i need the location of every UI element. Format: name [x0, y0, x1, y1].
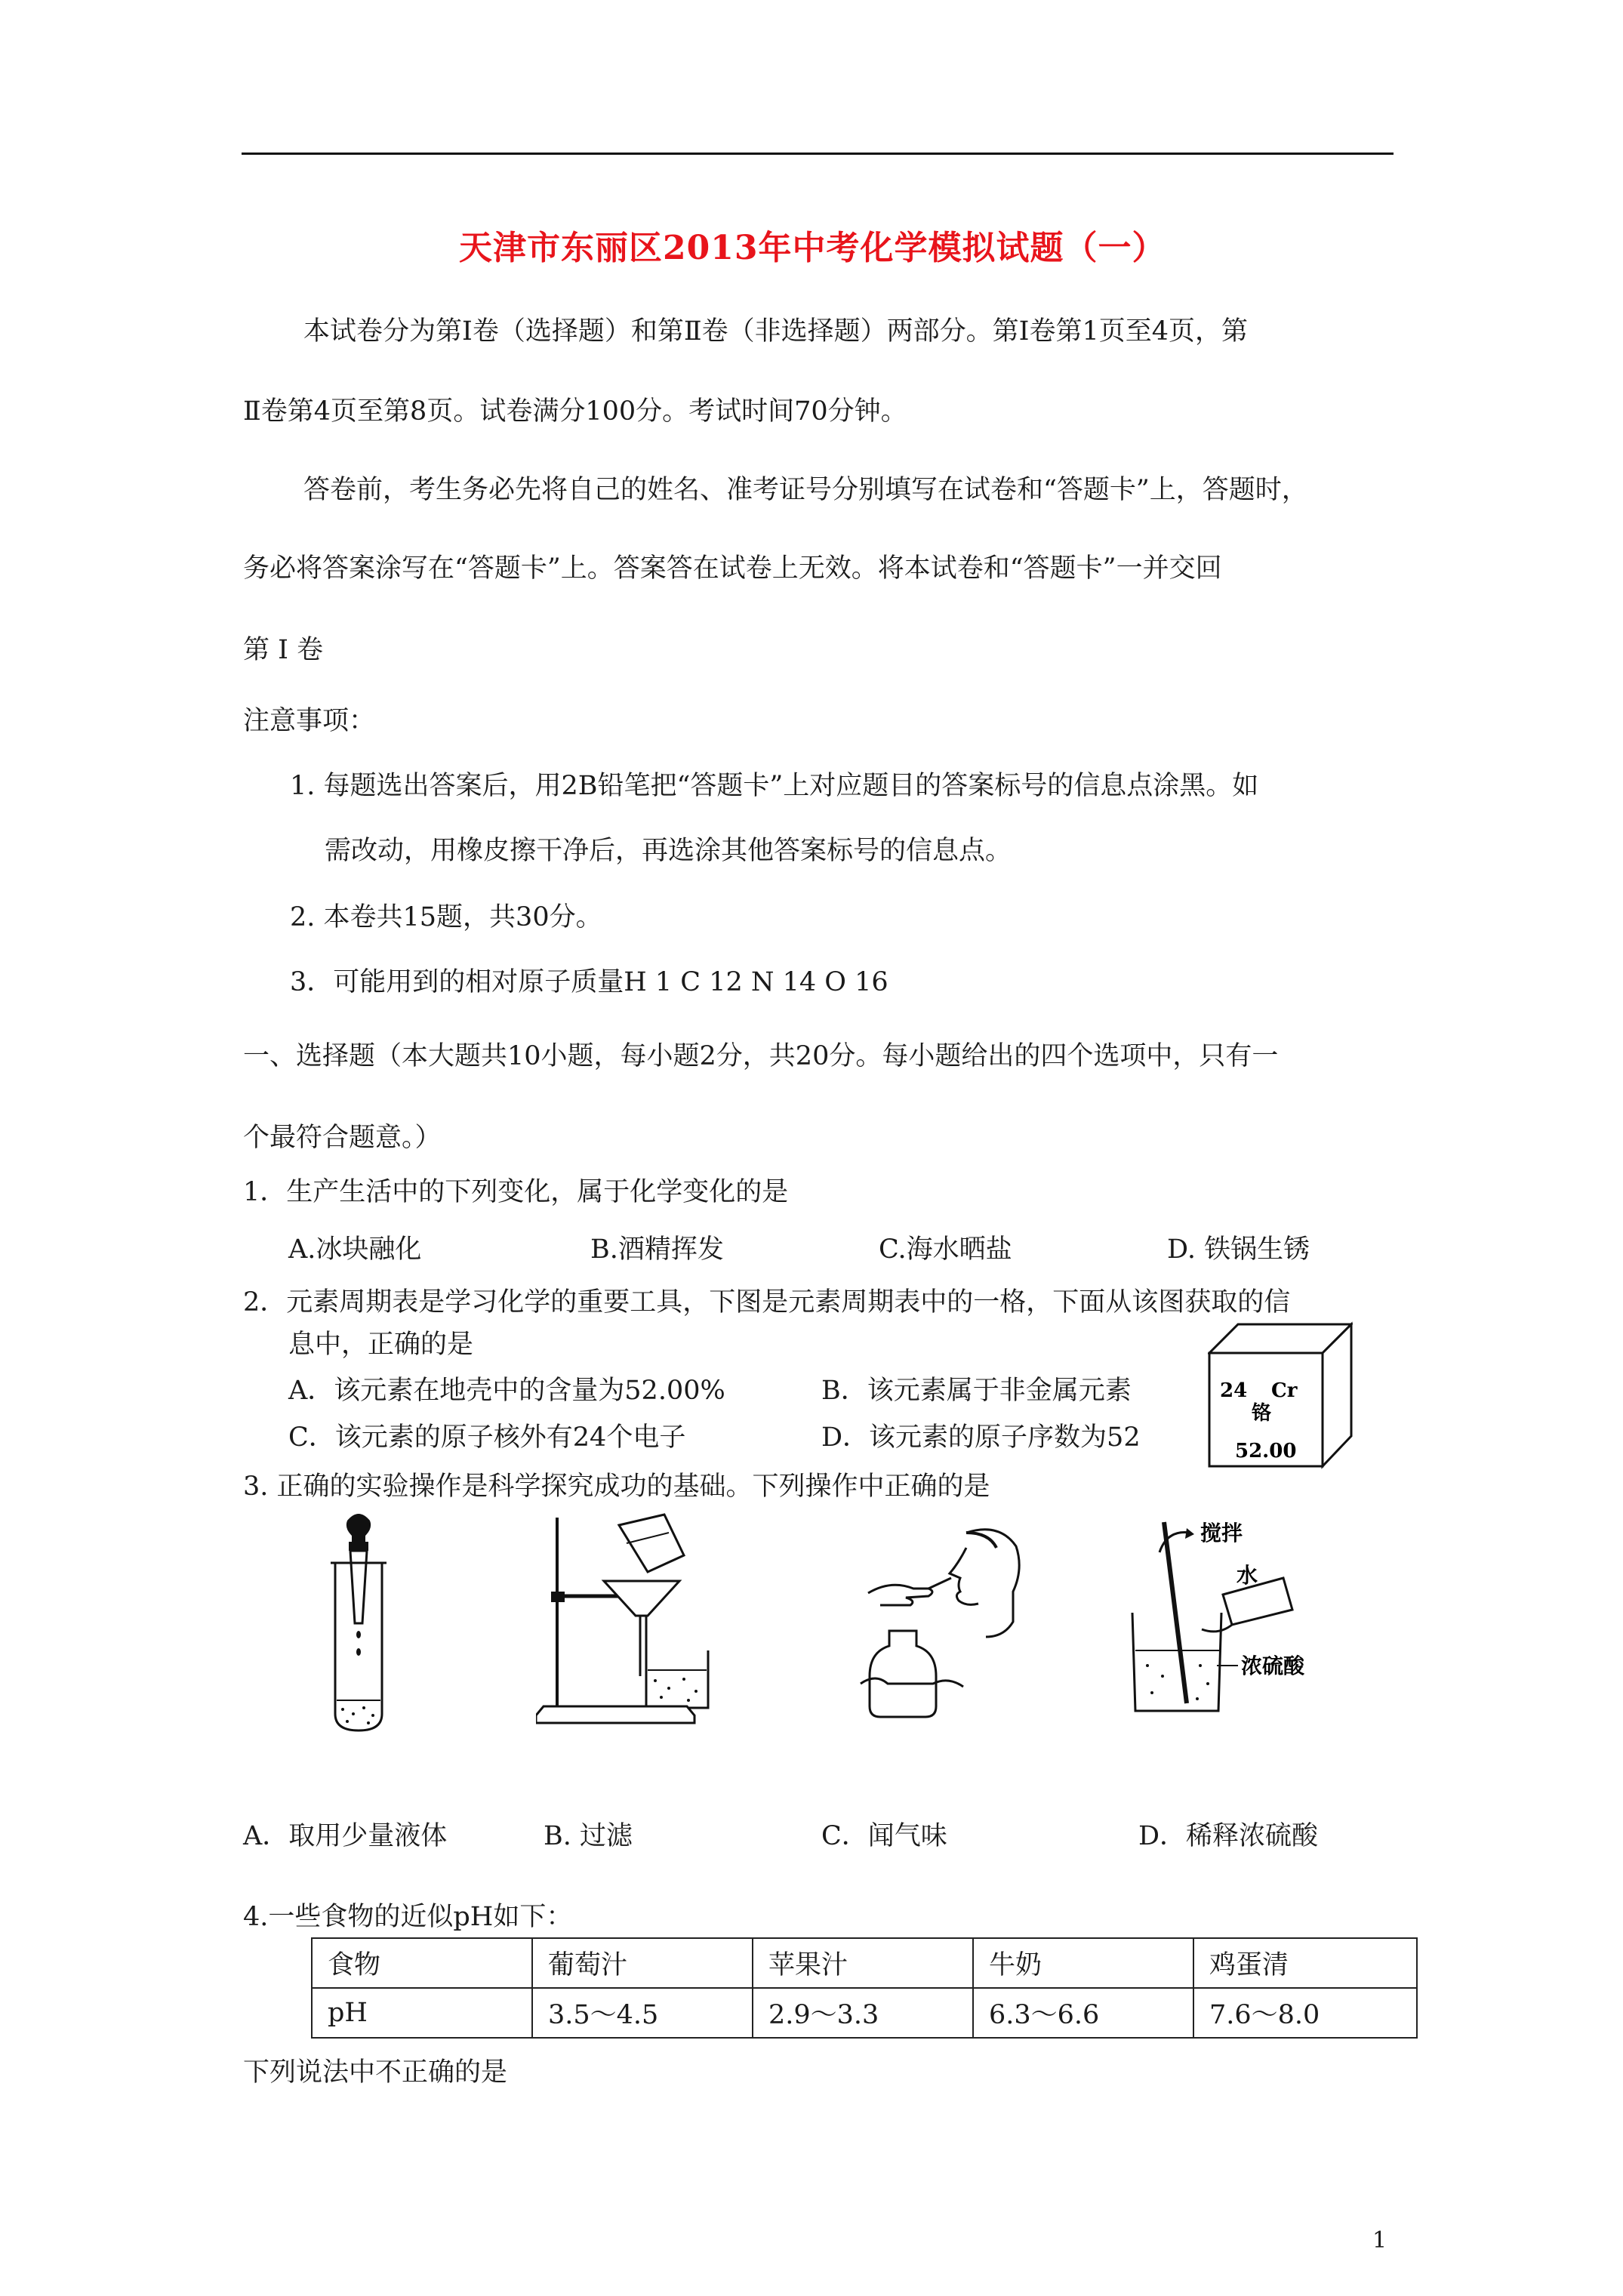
section-1-line-1: 一、选择题（本大题共10小题，每小题2分，共20分。每小题给出的四个选项中，只有一 — [243, 1041, 1279, 1071]
question-1-option-a: A.冰块融化 — [288, 1234, 422, 1265]
water-label: 水 — [1236, 1563, 1258, 1588]
question-4-after-table: 下列说法中不正确的是 — [243, 2057, 508, 2088]
header-rule — [242, 153, 1394, 155]
table-cell: 苹果汁 — [753, 1938, 973, 1988]
question-3-option-c: C．闻气味 — [821, 1821, 947, 1851]
table-cell: 2.9～3.3 — [753, 1988, 973, 2038]
intro-paragraph-1-line-1: 本试卷分为第Ⅰ卷（选择题）和第Ⅱ卷（非选择题）两部分。第Ⅰ卷第1页至4页，第 — [303, 316, 1248, 347]
table-cell: 食物 — [312, 1938, 532, 1988]
table-cell: 7.6～8.0 — [1193, 1988, 1417, 2038]
table-header-row — [312, 1938, 1417, 1988]
question-3-option-a: A．取用少量液体 — [243, 1821, 448, 1851]
acid-label: 浓硫酸 — [1241, 1653, 1305, 1678]
table-cell: 3.5～4.5 — [532, 1988, 753, 2038]
question-1-option-d: D. 铁锅生锈 — [1167, 1234, 1310, 1265]
table-row — [312, 1988, 1417, 2038]
stir-label: 搅拌 — [1200, 1521, 1243, 1546]
page-title: 天津市东丽区2013年中考化学模拟试题（一） — [459, 229, 1166, 267]
filtration-figure — [536, 1502, 732, 1737]
intro-paragraph-1-line-2: Ⅱ卷第4页至第8页。试卷满分100分。考试时间70分钟。 — [243, 396, 907, 427]
notice-heading: 注意事项： — [243, 706, 376, 736]
ph-table — [311, 1937, 1418, 2039]
element-symbol: Cr — [1271, 1379, 1298, 1402]
notice-item-1-line-2: 需改动，用橡皮擦干净后，再选涂其他答案标号的信息点。 — [325, 836, 1012, 866]
table-cell: 6.3～6.6 — [973, 1988, 1193, 2038]
section-1-line-2: 个最符合题意。） — [243, 1123, 442, 1153]
table-cell: pH — [312, 1988, 532, 2038]
notice-item-3: 3．可能用到的相对原子质量H 1 C 12 N 14 O 16 — [290, 967, 888, 997]
notice-item-1-line-1: 1. 每题选出答案后，用2B铅笔把“答题卡”上对应题目的答案标号的信息点涂黑。如 — [290, 771, 1259, 801]
table-cell: 牛奶 — [973, 1938, 1193, 1988]
table-cell: 葡萄汁 — [532, 1938, 753, 1988]
question-1-stem: 1．生产生活中的下列变化，属于化学变化的是 — [243, 1177, 789, 1207]
intro-paragraph-2-line-2: 务必将答案涂写在“答题卡”上。答案答在试卷上无效。将本试卷和“答题卡”一并交回 — [243, 553, 1222, 584]
part-heading: 第 Ⅰ 卷 — [243, 635, 324, 665]
notice-item-2: 2. 本卷共15题，共30分。 — [290, 902, 602, 932]
element-cell-figure — [1208, 1321, 1353, 1469]
question-2-stem-line-2: 息中，正确的是 — [288, 1330, 474, 1360]
question-3-option-b: B. 过滤 — [544, 1821, 633, 1851]
question-2-option-d: D．该元素的原子序数为52 — [821, 1422, 1141, 1453]
question-4-stem: 4.一些食物的近似pH如下： — [243, 1902, 573, 1932]
question-2-option-b: B．该元素属于非金属元素 — [821, 1376, 1132, 1406]
question-2-option-a: A．该元素在地壳中的含量为52.00% — [288, 1376, 725, 1406]
dropper-test-tube-figure — [325, 1510, 393, 1737]
question-2-option-c: C．该元素的原子核外有24个电子 — [288, 1422, 686, 1453]
page-number: 1 — [1372, 2227, 1387, 2254]
smelling-figure — [845, 1518, 1027, 1721]
question-1-option-c: C.海水晒盐 — [879, 1234, 1012, 1265]
table-cell: 鸡蛋清 — [1193, 1938, 1417, 1988]
question-2-stem-line-1: 2．元素周期表是学习化学的重要工具，下图是元素周期表中的一格，下面从该图获取的信 — [243, 1287, 1291, 1318]
dilution-figure — [1125, 1507, 1321, 1726]
intro-paragraph-2-line-1: 答卷前，考生务必先将自己的姓名、准考证号分别填写在试卷和“答题卡”上，答题时， — [303, 475, 1308, 505]
element-mass: 52.00 — [1235, 1440, 1297, 1462]
element-name: 铬 — [1252, 1402, 1272, 1425]
question-1-option-b: B.酒精挥发 — [590, 1234, 724, 1265]
element-atomic-number: 24 — [1220, 1379, 1248, 1402]
question-3-option-d: D．稀释浓硫酸 — [1138, 1821, 1319, 1851]
question-3-stem: 3. 正确的实验操作是科学探究成功的基础。下列操作中正确的是 — [243, 1472, 990, 1502]
